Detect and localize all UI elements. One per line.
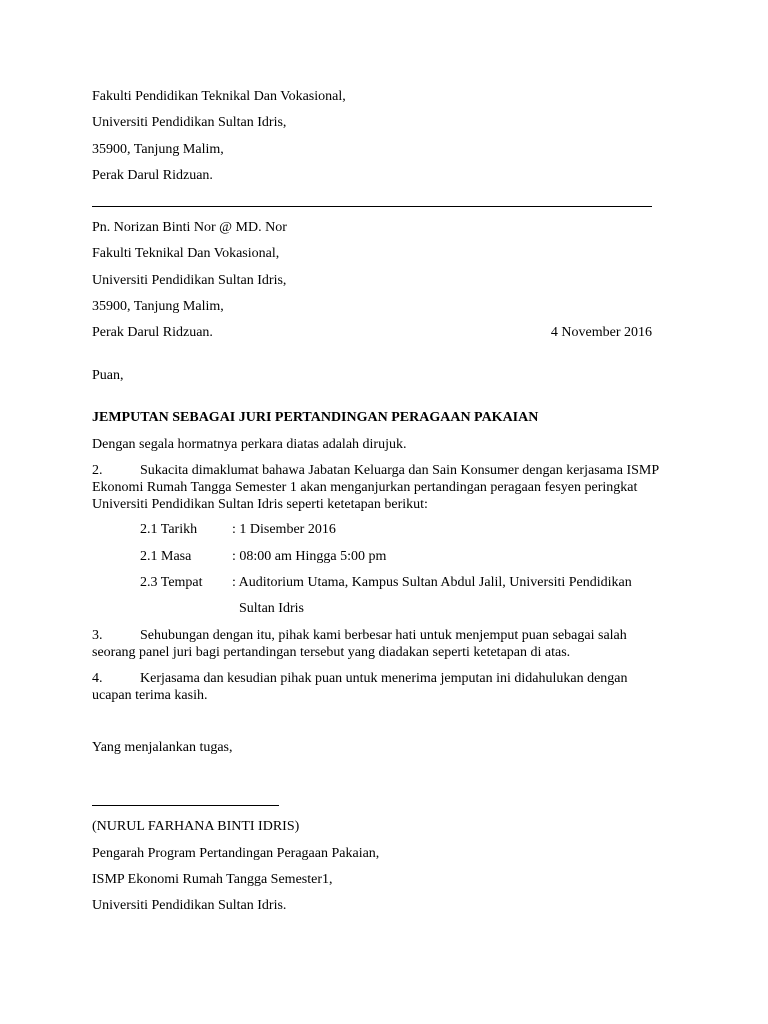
detail-label-tempat: 2.3 Tempat <box>140 575 203 590</box>
detail-value-tempat-cont: Sultan Idris <box>239 601 304 616</box>
paragraph-2-line-1: 2. Sukacita dimaklumat bahawa Jabatan Keluarga dan Sain Konsumer dengan kerjasama ISMP <box>92 463 660 478</box>
recipient-address-line-1: Pn. Norizan Binti Nor @ MD. Nor <box>92 220 287 235</box>
paragraph-4-line-2: ucapan terima kasih. <box>92 688 208 703</box>
sender-address-line-4: Perak Darul Ridzuan. <box>92 168 213 183</box>
detail-value-tempat: : Auditorium Utama, Kampus Sultan Abdul Jalil, Universiti Pendidikan <box>232 575 632 590</box>
letter-subject: JEMPUTAN SEBAGAI JURI PERTANDINGAN PERAGAAN PAKAIAN <box>92 410 539 425</box>
paragraph-4-line-1: 4. Kerjasama dan kesudian pihak puan untuk menerima jemputan ini didahulukan dengan <box>92 671 628 686</box>
sender-address-line-1: Fakulti Pendidikan Teknikal Dan Vokasional, <box>92 89 346 104</box>
signatory-title-3: Universiti Pendidikan Sultan Idris. <box>92 898 287 913</box>
recipient-address-line-5: Perak Darul Ridzuan. <box>92 325 213 340</box>
sender-address-line-2: Universiti Pendidikan Sultan Idris, <box>92 115 287 130</box>
paragraph-4-number: 4. <box>92 671 103 686</box>
paragraph-2-line-2: Ekonomi Rumah Tangga Semester 1 akan menganjurkan pertandingan peragaan fesyen peringkat <box>92 480 638 495</box>
header-divider <box>92 206 652 207</box>
paragraph-2-number: 2. <box>92 463 103 478</box>
letter-date: 4 November 2016 <box>550 325 652 340</box>
recipient-address-line-2: Fakulti Teknikal Dan Vokasional, <box>92 246 280 261</box>
detail-label-tarikh: 2.1 Tarikh <box>140 522 198 537</box>
paragraph-3-line-2: seorang panel juri bagi pertandingan tersebut yang diadakan seperti ketetapan di atas. <box>92 645 571 660</box>
paragraph-3-number: 3. <box>92 628 103 643</box>
salutation: Puan, <box>92 368 124 383</box>
detail-value-tarikh: : 1 Disember 2016 <box>232 522 336 537</box>
closing-phrase: Yang menjalankan tugas, <box>92 740 233 755</box>
signatory-name: (NURUL FARHANA BINTI IDRIS) <box>92 819 300 834</box>
signature-line <box>92 805 279 806</box>
signatory-title-2: ISMP Ekonomi Rumah Tangga Semester1, <box>92 872 333 887</box>
paragraph-3-line-1: 3. Sehubungan dengan itu, pihak kami berbesar hati untuk menjemput puan sebagai salah <box>92 628 627 643</box>
recipient-address-line-4: 35900, Tanjung Malim, <box>92 299 224 314</box>
detail-value-masa: : 08:00 am Hingga 5:00 pm <box>232 549 387 564</box>
sender-address-line-3: 35900, Tanjung Malim, <box>92 142 224 157</box>
paragraph-2-line-3: Universiti Pendidikan Sultan Idris seperti ketetapan berikut: <box>92 497 428 512</box>
signatory-title-1: Pengarah Program Pertandingan Peragaan Pakaian, <box>92 846 380 861</box>
recipient-address-line-3: Universiti Pendidikan Sultan Idris, <box>92 273 287 288</box>
detail-label-masa: 2.1 Masa <box>140 549 192 564</box>
paragraph-1: Dengan segala hormatnya perkara diatas adalah dirujuk. <box>92 437 407 452</box>
